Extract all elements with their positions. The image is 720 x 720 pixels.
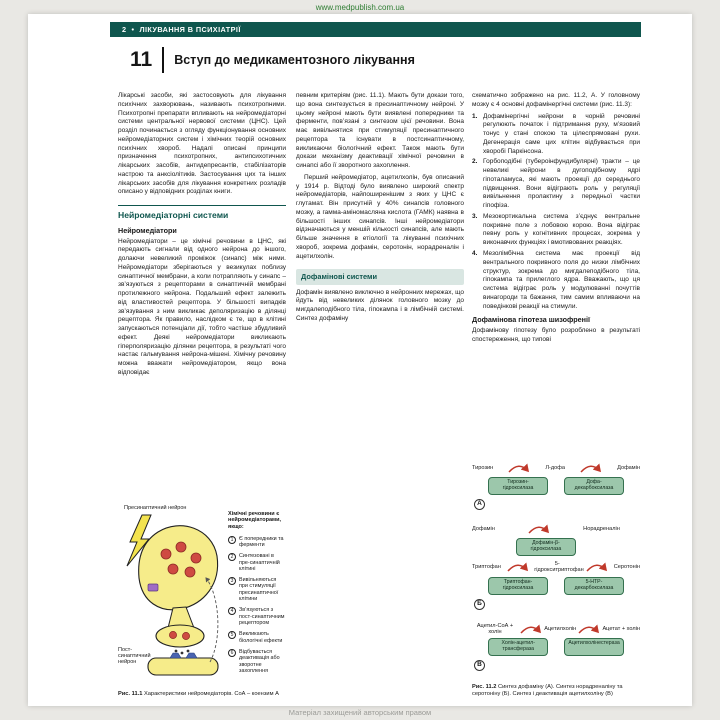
- item-text: Зв’язуються з пост-синаптичним рецептором: [239, 607, 285, 627]
- enzyme-box: Холін-ацетил-трансфераза: [488, 638, 548, 656]
- paragraph: Нейромедіатори – це хімічні речовини в ЦНС, які передають сигнали від одного нейрона до іншого, долаючи невеликий проміжок (синапс) між ними. Нейромедіатори зберігаються у везикулах поблизу синаптичної мембрани, а коли потрапляють у синапс – зв’язуються з рецепторами в синаптичній мембрані протилежного нейрона. Подальший ефект залежить від властивостей рецептора. У більшості випадків зв’язування з ним викликає деполяризацію в ділянці рецептора. Як правило, наслідком є те, що в клітині запускаються потенціали дії, тобто частіше збудливий ефект. Деякі нейромедіатори викликають гіперполяризацію ділянки рецептора, в результаті чого настає гальмування нейрона-мішені. Хімічну речовину можна вважати нейромедіатором, якщо вона відповідає: [118, 237, 286, 376]
- panel-label-b: Б: [474, 599, 485, 610]
- caption-label: Рис. 11.1: [118, 690, 143, 697]
- paragraph: Дофамінову гіпотезу було розроблено в результаті спостереження, що типові: [472, 327, 640, 343]
- item-text: Вивільняються при стимуляції пресинаптичної клітини: [239, 577, 279, 603]
- enzyme-box: Тирозин-гідроксилаза: [488, 477, 548, 495]
- fig2-group-a: [472, 462, 640, 510]
- figure-11-2: [472, 462, 640, 698]
- site-url: www.medpublish.com.ua: [315, 3, 405, 12]
- item-number-badge: 6: [228, 649, 236, 657]
- item-text: Відбувається деактивація або зворотне захоплення: [239, 648, 280, 675]
- list-item: [228, 631, 286, 644]
- receptor: [186, 653, 197, 658]
- item-text: Дофамінергічні нейрони в чорній речовині регулюють початок і підтримання руху, м’язовий тонус у стані спокою та цілеспрямовані рухи. Дегенерація саме цих клітин відбувається при хворобі Паркінсона.: [483, 112, 640, 155]
- copyright-notice: Матеріал захищений авторським правом: [288, 708, 432, 717]
- chapter-heading: [130, 47, 415, 73]
- chapter-number: 11: [130, 48, 153, 71]
- header-bullet: •: [131, 25, 135, 34]
- item-number-badge: 3: [228, 577, 236, 585]
- running-header: [110, 22, 641, 37]
- vesicle: [182, 633, 189, 640]
- subsection-heading-dopamine-hypothesis: Дофамінова гіпотеза шизофренії: [472, 315, 591, 325]
- reaction-arrow-icon: [506, 561, 530, 573]
- figure-11-2-caption: [472, 684, 640, 698]
- neurotransmitter-dot: [181, 652, 184, 655]
- numbered-item: [472, 213, 640, 248]
- postsynaptic-neuron-label: Пост- синаптичний нейрон: [118, 646, 151, 666]
- metabolite: 5-гідрокситриптофан: [534, 561, 584, 574]
- paragraph: Дофамін виявлено виключно в нейронних мережах, що йдуть від невеликих ділянок головного мозку до мигдалеподібного тіла, гіпокампа і в лімбічній системі. Синтез дофаміну: [296, 288, 464, 322]
- chapter-divider: [162, 47, 164, 73]
- reaction-arrow-icon: [527, 523, 551, 535]
- item-text: Горбоподібні (тубероінфундибулярні) тракти – це невеликі нейрони в дугоподібному ядрі гіпоталамуса, які мають проекції до середнього підвищення. Вони відіграють роль у регуляції вивільнення пролактину з передньої частки гіпофіза.: [483, 158, 640, 210]
- reaction-arrow-icon: [579, 462, 603, 474]
- vesicle: [168, 564, 178, 574]
- paragraph: певним критеріям (рис. 11.1). Мають бути докази того, що вона синтезується в пресинаптичному нейроні. У цьому нейроні мають бути виявлені попередники та ферменти, пов’язані з синтезом цієї речовини. Вона має вивільнятися при стимуляції пресинаптичного рецептора та існувати в постсинаптичному, викликаючи біологічний ефект. Також мають бути докази механізму деактивації хімічної речовини в синапсі або її зворотного захоплення.: [296, 92, 464, 170]
- figure-11-1-caption: [118, 691, 286, 698]
- reaction-arrow-icon: [519, 623, 543, 635]
- paragraph: Перший нейромедіатор, ацетилхолін, був описаний у 1914 р. Відтоді було виявлено широкий спектр нейромедіаторів, найпоширенішим з яких у ЦНС є глутамат. Він присутній у 40% синапсів головного мозку, а гамма-аміномасляна кислота (ГАМК) наявна в більшості інших синапсів. Інші нейромедіатори відзначаються у меншій кількості синапсів, але мають більше значення в етіології та лікуванні психічних хвороб, зокрема дофамін, серотонін, норадреналін і ацетилхолін.: [296, 173, 464, 260]
- caption-label: Рис. 11.2: [472, 683, 497, 690]
- metabolite: Ацетил-СоА + холін: [476, 622, 514, 635]
- chapter-title: Вступ до медикаментозного лікування: [174, 53, 415, 67]
- list-item: [228, 607, 286, 626]
- column-1: [118, 92, 286, 700]
- item-text: Мезокортикальна система з’єднує вентральне покривне поле з лобовою корою. Вона відіграє певну роль у когнітивних процесах, зокрема у виконавчих функціях і вмотивованих реакціях.: [483, 212, 640, 247]
- caption-text: Синтез дофаміну (А). Синтез норадреналіну та серотоніну (Б). Синтез і деактивація ацетилхоліну (В): [472, 683, 623, 697]
- list-item: [228, 577, 286, 603]
- metabolite: Тирозин: [472, 465, 494, 472]
- metabolite: Дофамін: [472, 526, 495, 533]
- fig2-group-b: [472, 523, 640, 609]
- item-number: 3.: [472, 212, 478, 220]
- column-2: [296, 92, 464, 700]
- list-item: [228, 649, 286, 675]
- caption-text: Характеристики нейромедіаторів. СоА – коензим А: [143, 690, 279, 697]
- neuron-diagram: [118, 505, 224, 688]
- item-text: Синтезовані в пре-синаптичній клітині: [239, 553, 280, 573]
- metabolite: Триптофан: [472, 564, 501, 571]
- reaction-arrow-icon: [585, 561, 609, 573]
- metabolite: Норадреналін: [583, 526, 620, 533]
- section-heading-dopamine-systems: Дофамінові системи: [296, 269, 464, 285]
- page-number: 2: [122, 25, 127, 34]
- enzyme-box: 5-НТР-декарбоксилаза: [564, 577, 624, 595]
- metabolite: Ацетат + холін: [602, 625, 640, 632]
- reaction-arrow-icon: [577, 623, 601, 635]
- paragraph: Лікарські засоби, які застосовують для лікування психічних захворювань, називають психотропними. Психотропні препарати впливають на нейромедіаторні системи центральної нервової системи (ЦНС). Цей розділ починається з огляду функціонування основних нейромедіаторних систем і хімічних теорій основних психічних хвороб. Надалі описані принципи призначення психотропних, антипсихотичних лікарських засобів, антидепресантів, стабілізаторів настрою та анксіолітиків. Застосування цих та інших лікарських засобів для лікування конкретних розладів описано у відповідних розділах книги.: [118, 92, 286, 196]
- numbered-item: [472, 113, 640, 157]
- numbered-item: [472, 158, 640, 211]
- item-number-badge: 4: [228, 607, 236, 615]
- enzyme-block: [148, 584, 158, 591]
- item-number-badge: 1: [228, 536, 236, 544]
- enzyme-box: Ацетилхолінестераза: [564, 638, 623, 656]
- book-page: [28, 14, 692, 706]
- enzyme-box: Дофа-декарбоксилаза: [564, 477, 624, 495]
- metabolite: Серотонін: [613, 564, 640, 571]
- reaction-arrow-icon: [507, 462, 531, 474]
- neurotransmitter-dot: [187, 650, 190, 653]
- panel-label-v: В: [474, 660, 485, 671]
- receptor: [170, 653, 181, 658]
- column-3: [472, 92, 640, 700]
- vesicle: [185, 567, 195, 577]
- presynaptic-neuron-label: Пресинаптичний нейрон: [124, 504, 187, 511]
- axon-bouton: [156, 625, 204, 647]
- item-text: Мезолімбічна система має проекції від вентрального покривного поля до низки лімбічних структур, зокрема до мигдалеподібного тіла, гіпокампа та прилеглого ядра. Вважають, що ця система відіграє роль у модулюванні почуттів винагороди та бажання, тим самим впливаючи на поведінкові реакції на стимули.: [483, 250, 640, 310]
- item-number: 2.: [472, 158, 478, 166]
- fig2-group-v: [472, 623, 640, 671]
- metabolite: Ацетилхолін: [544, 625, 577, 632]
- figure-11-1: [118, 505, 286, 698]
- numbered-item: [472, 250, 640, 311]
- subsection-heading-neurotransmitters: Нейромедіатори: [118, 225, 177, 235]
- item-text: Є попередники та ферменти: [239, 535, 284, 549]
- item-number: 1.: [472, 112, 478, 120]
- list-item: [228, 536, 286, 549]
- neurotransmitter-criteria-list: [228, 505, 286, 688]
- enzyme-box: Дофамін-β-гідроксилаза: [516, 538, 576, 556]
- running-title: ЛІКУВАННЯ В ПСИХІАТРІЇ: [139, 25, 241, 34]
- section-heading-neurotransmitter-systems: Нейромедіаторні системи: [118, 205, 286, 222]
- vesicle: [191, 553, 201, 563]
- vesicle: [169, 632, 176, 639]
- criteria-list-title: Хімічні речовини є нейромедіаторами, якщо:: [228, 510, 281, 530]
- item-text: Викликають біологічні ефекти: [239, 631, 283, 644]
- vesicle: [161, 549, 171, 559]
- paragraph: схематично зображено на рис. 11.2, А. У головному мозку є 4 основні дофамінергічні системи (рис. 11.3):: [472, 92, 640, 108]
- list-item: [228, 553, 286, 572]
- metabolite: Дофамін: [617, 465, 640, 472]
- postsynaptic-membrane: [148, 658, 218, 675]
- item-number-badge: 5: [228, 631, 236, 639]
- item-number-badge: 2: [228, 553, 236, 561]
- panel-label-a: А: [474, 499, 485, 510]
- neurotransmitter-dot: [175, 650, 178, 653]
- enzyme-box: Триптофан-гідроксилаза: [488, 577, 548, 595]
- metabolite: Л-дофа: [545, 465, 565, 472]
- item-number: 4.: [472, 250, 478, 258]
- vesicle: [176, 542, 186, 552]
